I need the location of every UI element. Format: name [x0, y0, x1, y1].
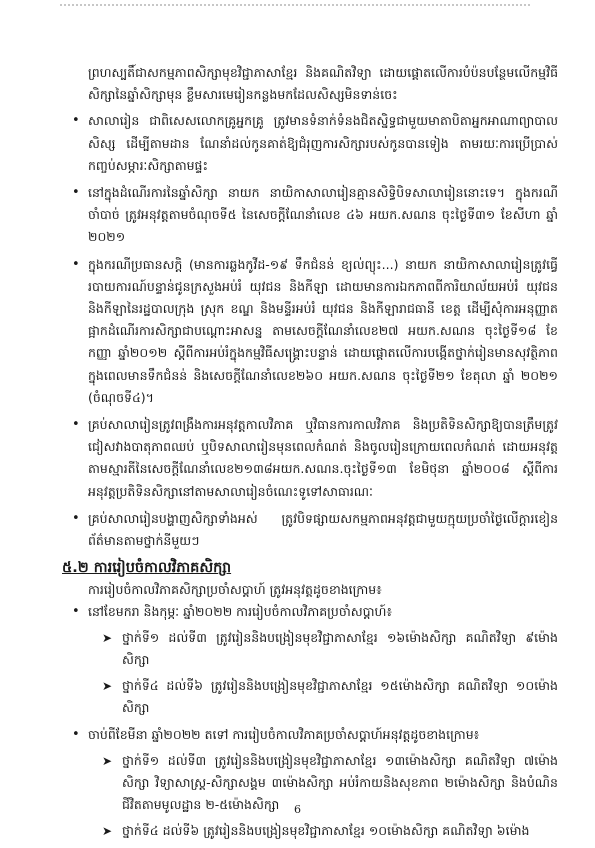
scan-top-rule — [60, 4, 530, 6]
bullet-item — [72, 254, 558, 409]
bullet-dot-icon: • — [72, 417, 80, 433]
bullet-text: គ្រប់សាលារៀនបង្ហាញសិក្សាទាំងអស់ ត្រូវបិទផ្សាយសកម្មភាពអនុវត្តជាមួយក្មុយប្រចាំថ្ងៃលើក្ដារខៀនព័ត៌មានតាមថ្នាក់នីមួយៗ — [88, 510, 558, 549]
bullet-dot-icon: • — [72, 256, 80, 272]
schedule-group — [72, 601, 558, 719]
bullet-text: នៅក្នុងដំណើរការនៃឆ្នាំសិក្សា នាយក នាយិកាសាលារៀនគ្មានសិទ្ធិបិទសាលារៀននោះទេ។ ក្នុងករណីចាំបាច់ ត្រូវអនុវត្តតាមចំណុចទី៥ នៃសេចក្ដីណែនាំលេខ ៤៦ អយក.សណន ចុះថ្ងៃទី៣១ ខែសីហា ឆ្នាំ ២០២១ — [88, 185, 558, 245]
schedule-group-lead: ចាប់ពីខែមីនា ឆ្នាំ២០២២ តទៅ ការរៀបចំកាលវិភាគប្រចាំសប្ដាហ៍អនុវត្តដូចខាងក្រោម៖ — [88, 727, 480, 743]
bullet-dot-icon: • — [72, 727, 80, 743]
schedule-item — [88, 627, 558, 671]
arrow-bullet-icon: ➤ — [102, 679, 113, 694]
bullet-item — [72, 182, 558, 249]
bullet-item — [72, 508, 558, 552]
page-number: 6 — [294, 803, 301, 816]
schedule-item-text: ថ្នាក់ទី៤ ដល់ទី៦ ត្រូវរៀននិងបង្រៀនមុខវិជ្ជាភាសាខ្មែរ ១៥ម៉ោងសិក្សា គណិតវិទ្យា ១០ម៉ោងសិក្សា — [122, 678, 558, 716]
schedule-item-text: ថ្នាក់ទី៤ ដល់ទី៦ ត្រូវរៀននិងបង្រៀនមុខវិជ្ជាភាសាខ្មែរ ១០ម៉ោងសិក្សា គណិតវិទ្យា ៦ម៉ោង — [122, 823, 530, 839]
bullet-item — [72, 414, 558, 503]
schedule-item — [88, 675, 558, 719]
bullet-dot-icon: • — [72, 113, 80, 129]
schedule-item-text: ថ្នាក់ទី១ ដល់ទី៣ ត្រូវរៀននិងបង្រៀនមុខវិជ្ជាភាសាខ្មែរ ១៦ម៉ោងសិក្សា គណិតវិទ្យា ៩ម៉ោងសិក្សា — [122, 629, 558, 667]
schedule-item — [88, 820, 558, 842]
bullet-text: គ្រប់សាលារៀនត្រូវពង្រឹងការអនុវត្តកាលវិភាគ ឬវិធានការកាលវិភាគ និងប្រតិទិនសិក្សាឱ្យបានត្រឹមត្រូវ ជៀសវាងបាតុភាពឈប់ ឬបិទសាលារៀនមុនពេលកំណត់ និងចូលរៀនក្រោយពេលកំណត់ ដោយអនុវត្តតាមស្មារតីនៃសេចក្ដីណែនាំលេខ២១៣៨អយក.សណន.ចុះថ្ងៃទី១៣ ខែមិថុនា ឆ្នាំ២០០៨ ស្ដីពីការអនុវត្តប្រតិទិនសិក្សានៅតាមសាលារៀនចំណេះទូទៅសាធារណៈ — [88, 417, 558, 499]
bullet-text: សាលារៀន ជាពិសេសលោកគ្រូអ្នកគ្រូ ត្រូវមានទំនាក់ទំនងជិតស្និទ្ធជាមួយមាតាបិតាអ្នកអាណាព្យាបាលសិស្ស ដើម្បីតាមដាន ណែនាំដល់កូនគាត់ឱ្យជំរុញការសិក្សារបស់កូនបានទៀង តាមរយៈការប្រើប្រាស់កញ្ចប់សម្ភារៈសិក្សាតាមផ្ទះ — [88, 113, 558, 173]
page-content — [62, 62, 558, 848]
section-heading: ៥.២ ការរៀបចំកាលវិភាគសិក្សា — [62, 560, 232, 577]
bullet-dot-icon: • — [72, 510, 80, 526]
arrow-bullet-icon: ➤ — [102, 753, 113, 768]
bullet-item — [72, 110, 558, 177]
bullet-dot-icon: • — [72, 185, 80, 201]
schedule-group-lead: នៅខែមករា និងកុម្ភៈ ឆ្នាំ២០២២ ការរៀបចំកាលវិភាគប្រចាំសប្ដាហ៍៖ — [88, 604, 392, 620]
arrow-bullet-icon: ➤ — [102, 630, 113, 645]
bullet-dot-icon: • — [72, 604, 80, 620]
arrow-bullet-icon: ➤ — [102, 824, 113, 839]
schedule-group — [72, 724, 558, 842]
bullet-text: ក្នុងករណីប្រធានសក្ដិ (មានការឆ្លងកូវីដ-១៩ ទឹកជំនន់ ខ្យល់ព្យុះ...) នាយក នាយិកាសាលារៀនត្រូវធ្វើរបាយការណ៍បន្ទាន់ជូនក្រសួងអប់រំ យុវជន និងកីឡា ដោយមានការឯកភាពពីការិយាល័យអប់រំ យុវជន និងកីឡានៃរដ្ឋបាលក្រុង ស្រុក ខណ្ឌ និងមន្ទីរអប់រំ យុវជន និងកីឡារាជធានី ខេត្ត ដើម្បីសុំការអនុញ្ញាតផ្អាកដំណើរការសិក្សាជាបណ្ដោះអាសន្ន តាមសេចក្ដីណែនាំលេខ២៧ អយក.សណន ចុះថ្ងៃទី១៨ ខែកញ្ញា ឆ្នាំ២០១២ ស្ដីពីការអប់រំក្នុងកម្មវិធីសង្គ្រោះបន្ទាន់ ដោយផ្ដោតលើការបង្កើតថ្នាក់រៀនមានសុវត្ថិភាពក្នុងពេលមានទឹកជំនន់ និងសេចក្ដីណែនាំលេខ២៦០ អយក.សណន ចុះថ្ងៃទី២១ ខែតុលា ឆ្នាំ ២០២១ (ចំណុចទី៤)។ — [88, 256, 558, 405]
intro-paragraph: ព្រហស្បតិ៍ជាសកម្មភាពសិក្សាមុខវិជ្ជាភាសាខ្មែរ និងគណិតវិទ្យា ដោយផ្ដោតលើការបំប៉នបន្ថែមលើកម្មវិធីសិក្សានៃឆ្នាំសិក្សាមុន ខ្លឹមសារមេរៀនកន្លងមកដែលសិស្សមិនទាន់ចេះ — [88, 65, 558, 103]
section-intro: ការរៀបចំកាលវិភាគសិក្សាប្រចាំសប្ដាហ៍ ត្រូវអនុវត្តដូចខាងក្រោម៖ — [88, 582, 382, 598]
schedule-item-text: ថ្នាក់ទី១ ដល់ទី៣ ត្រូវរៀននិងបង្រៀនមុខវិជ្ជាភាសាខ្មែរ ១៣ម៉ោងសិក្សា គណិតវិទ្យា ៧ម៉ោងសិក្សា វិទ្យាសាស្ត្រ-សិក្សាសង្គម ៣ម៉ោងសិក្សា អប់រំកាយនិងសុខភាព ២ម៉ោងសិក្សា និងបំណិនជីវិតតាមមូលដ្ឋាន ២-៥ម៉ោងសិក្សា — [122, 752, 558, 813]
